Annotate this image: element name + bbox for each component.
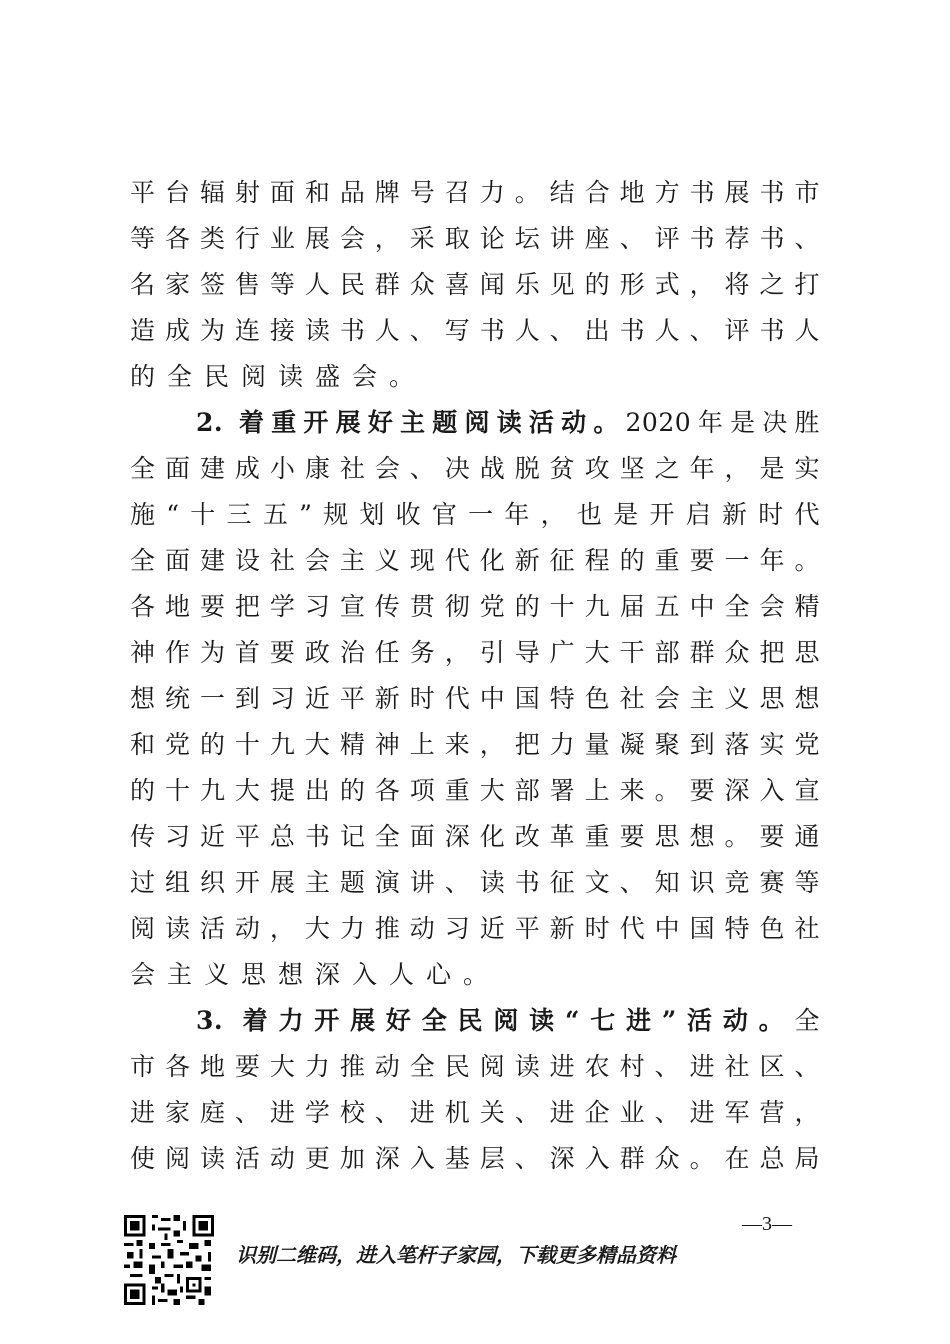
- text-line: 市各地要大力推动全民阅读进农村、进社区、: [130, 1052, 820, 1081]
- page-footer: [0, 1205, 950, 1315]
- page-number: —3—: [742, 1213, 792, 1235]
- text-line: 会主义思想深入人心。: [130, 960, 501, 989]
- footer-note: 识别二维码，进入笔杆子家园，下载更多精品资料: [236, 1243, 676, 1267]
- section-heading-2: 2. 着重开展好主题阅读活动。: [196, 408, 626, 437]
- text-line: 造成为连接读书人、写书人、出书人、评书人: [130, 316, 820, 345]
- text-line: 神作为首要政治任务，引导广大干部群众把思: [130, 638, 820, 667]
- text-run: 2020年是决胜: [625, 408, 820, 437]
- text-line: 和党的十九大精神上来，把力量凝聚到落实党: [130, 730, 820, 759]
- text-line: 施“十三五”规划收官一年，也是开启新时代: [130, 500, 820, 529]
- qr-code-icon[interactable]: [124, 1215, 214, 1305]
- document-body: [130, 170, 820, 1182]
- text-line: 各地要把学习宣传贯彻党的十九届五中全会精: [130, 592, 820, 621]
- section-heading-3: 3. 着力开展好全民阅读“七进”活动。: [196, 1006, 795, 1035]
- text-line: 全面建设社会主义现代化新征程的重要一年。: [130, 546, 820, 575]
- text-line: 的全民阅读盛会。: [130, 362, 427, 391]
- text-run: 全: [794, 1006, 820, 1035]
- text-line: 传习近平总书记全面深化改革重要思想。要通: [130, 822, 820, 851]
- text-line: 进家庭、进学校、进机关、进企业、进军营，: [130, 1098, 820, 1127]
- text-line: 的十九大提出的各项重大部署上来。要深入宣: [130, 776, 820, 805]
- text-line: 想统一到习近平新时代中国特色社会主义思想: [130, 684, 820, 713]
- text-line: 阅读活动，大力推动习近平新时代中国特色社: [130, 914, 820, 943]
- paragraph-2-first-line: [130, 400, 820, 446]
- text-line: 平台辐射面和品牌号召力。结合地方书展书市: [130, 178, 820, 207]
- text-line: 全面建成小康社会、决战脱贫攻坚之年，是实: [130, 454, 820, 483]
- text-line: 使阅读活动更加深入基层、深入群众。在总局: [130, 1144, 820, 1173]
- text-line: 名家签售等人民群众喜闻乐见的形式，将之打: [130, 270, 820, 299]
- text-line: 等各类行业展会，采取论坛讲座、评书荐书、: [130, 224, 820, 253]
- paragraph-3-first-line: [130, 998, 820, 1044]
- text-line: 过组织开展主题演讲、读书征文、知识竞赛等: [130, 868, 820, 897]
